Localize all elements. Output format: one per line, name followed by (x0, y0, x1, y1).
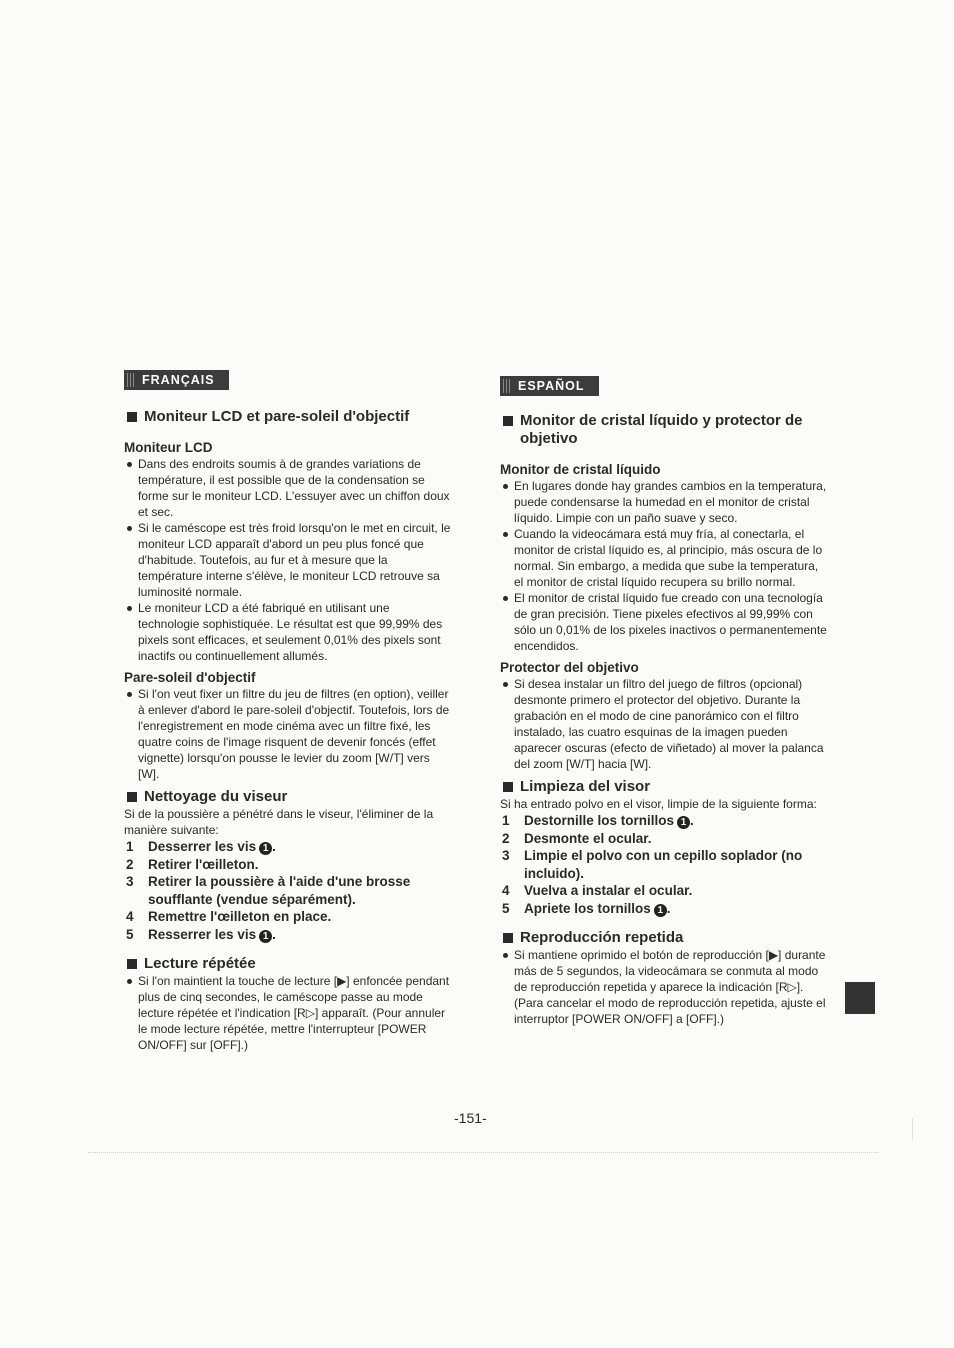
list-item: Si l'on veut fixer un filtre du jeu de filtres (en option), veiller à enlever d'abord le pare-soleil d'objectif. Toutefois, lors de l'enregistrement en mode cinéma avec un filtre fixé, les quatre coins de l'image risquent de devenir foncés (effet vignette) lorsqu'on pousse le levier du zoom [W/T] vers [W]. (124, 686, 454, 782)
step-item: 5 Resserrer les vis 1 . (126, 926, 276, 942)
step-item: 5 Apriete los tornillos 1 . (502, 900, 671, 916)
section-heading-reproduccion (500, 929, 830, 947)
lcd-bullet-list (500, 478, 830, 654)
visor-intro: Si ha entrado polvo en el visor, limpie de la siguiente forma: (500, 797, 817, 811)
step-item: 4 Vuelva a instalar el ocular. (502, 883, 693, 898)
step-item: 2 Desmonte el ocular. (502, 830, 652, 846)
list-item: Le moniteur LCD a été fabriqué en utilisant une technologie sophistiquée. Le résultat est que 99,99% des pixels sont efficaces, et seulement 0,01% des pixels sont inactifs ou continuellement allumés. (124, 600, 454, 664)
circled-number-icon: 1 (259, 930, 272, 943)
list-item: Si mantiene oprimido el botón de reproducción [▶] durante más de 5 segundos, la videocámara se conmuta al modo de reproducción repetida y aparece la indicación [R▷]. (Para cancelar el modo de reproducción repetida, ajuste el interruptor [POWER ON/OFF] a [OFF].) (500, 947, 830, 1027)
page-number: -151- (454, 1110, 487, 1126)
pare-soleil-bullet-list (124, 686, 454, 782)
section-heading-reproduccion-text: Reproducción repetida (520, 929, 684, 946)
subheading-lcd: Monitor de cristal líquido (500, 462, 661, 477)
step-item: 2 Retirer l'œilleton. (126, 856, 259, 872)
list-item: Si le caméscope est très froid lorsqu'on le met en circuit, le moniteur LCD apparaît d'abord un peu plus foncé que d'habitude. Toutefois, au fur et à mesure que la température interne s'élève, le moniteur LCD retrouve sa luminosité normale. (124, 520, 454, 600)
language-badge-fr: FRANÇAIS (124, 370, 229, 390)
step-item: 3 Retirer la poussière à l'aide d'une brosse soufflante (vendue séparément). (126, 874, 411, 907)
list-item: Si desea instalar un filtro del juego de filtros (opcional) desmonte primero el protector del objetivo. Durante la grabación en el modo de cine panorámico con el filtro instalado, las cuatro esquinas de la imagen pueden aparecer oscuras (efecto de viñetado) al mover la palanca del zoom [W/T] hacia [W]. (500, 676, 830, 772)
section-heading-lecture (124, 955, 454, 973)
viseur-steps (124, 838, 454, 943)
protector-bullet-list (500, 676, 830, 772)
section-tab-marker (845, 982, 875, 1014)
subheading-protector: Protector del objetivo (500, 660, 639, 675)
divider (88, 1152, 878, 1153)
language-badge-es: ESPAÑOL (500, 376, 599, 396)
lecture-bullet-list (124, 973, 454, 1053)
section-heading-lcd (124, 408, 454, 426)
circled-number-icon: 1 (654, 904, 667, 917)
french-column (124, 370, 454, 1053)
section-heading-lecture-text: Lecture répétée (144, 955, 256, 972)
lcd-bullet-list (124, 456, 454, 664)
bullet-square-icon (127, 792, 137, 802)
list-item: En lugares donde hay grandes cambios en la temperatura, puede condensarse la humedad en el monitor de cristal líquido. Limpie con un paño suave y seco. (500, 478, 830, 526)
list-item: Dans des endroits soumis à de grandes variations de température, il est possible que de la condensation se forme sur le moniteur LCD. L'essuyer avec un chiffon doux et sec. (124, 456, 454, 520)
subheading-lcd: Moniteur LCD (124, 440, 213, 455)
bullet-square-icon (127, 412, 137, 422)
section-heading-viseur-text: Nettoyage du viseur (144, 788, 288, 805)
subheading-pare-soleil: Pare-soleil d'objectif (124, 670, 256, 685)
step-item: 4 Remettre l'œilleton en place. (126, 909, 332, 924)
section-heading-lcd-text: Moniteur LCD et pare-soleil d'objectif (144, 408, 410, 425)
bullet-square-icon (127, 959, 137, 969)
section-heading-lcd-text: Monitor de cristal líquido y protector de objetivo (520, 412, 803, 447)
section-heading-visor-text: Limpieza del visor (520, 778, 651, 795)
divider (912, 1118, 913, 1140)
spanish-column (500, 376, 830, 1027)
bullet-square-icon (503, 933, 513, 943)
section-heading-viseur (124, 788, 454, 806)
bullet-square-icon (503, 782, 513, 792)
section-heading-visor (500, 778, 830, 796)
step-item: 3 Limpie el polvo con un cepillo soplador (no incluido). (502, 848, 803, 881)
step-item: 1 Desserrer les vis 1 . (126, 839, 276, 854)
list-item: El monitor de cristal líquido fue creado con una tecnología de gran precisión. Tiene pixeles efectivos al 99,99% con sólo un 0,01% de los pixeles inactivos o permanentemente encendidos. (500, 590, 830, 654)
viseur-intro: Si de la poussière a pénétré dans le viseur, l'éliminer de la manière suivante: (124, 807, 434, 837)
list-item: Cuando la videocámara está muy fría, al conectarla, el monitor de cristal líquido es, al principio, más oscura de lo normal. Sin embargo, a medida que sube la temperatura, el monitor de cristal líquido recupera su brillo normal. (500, 526, 830, 590)
circled-number-icon: 1 (677, 816, 690, 829)
reproduccion-bullet-list (500, 947, 830, 1027)
step-item: 1 Destornille los tornillos 1 . (502, 813, 694, 828)
visor-steps (500, 812, 830, 917)
bullet-square-icon (503, 416, 513, 426)
list-item: Si l'on maintient la touche de lecture [▶] enfoncée pendant plus de cinq secondes, le caméscope passe au mode lecture répétée et l'indication [R▷] apparaît. (Pour annuler le mode lecture répétée, mettre l'interrupteur [POWER ON/OFF] sur [OFF].) (124, 973, 454, 1053)
circled-number-icon: 1 (259, 842, 272, 855)
section-heading-lcd (500, 412, 830, 448)
